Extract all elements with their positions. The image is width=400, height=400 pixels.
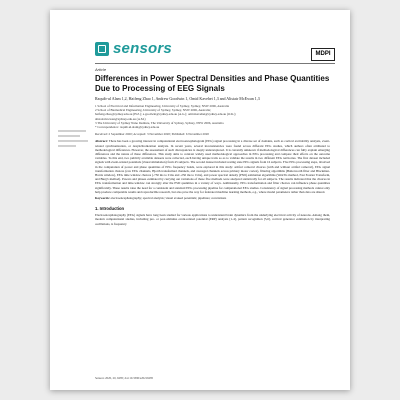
- correspondence-line: * Correspondence: raquib.ul.alam@sydney.edu.au: [95, 125, 160, 130]
- section-heading: 1. Introduction: [95, 206, 125, 212]
- article-type: Article: [95, 67, 107, 72]
- abstract-text: There has been a growing interest in computational electroencephalogram (EEG) signal processing in a diverse set of domains, such as cortical excitability analysis, event-related synchronization, or desynchronization analysis. In recent years, several inconsistencies were found across different EEG studies, which authors often attributed to methodological differences. However, the assessment of such discrepancies is deeply underexplored. It is currently unknown if methodological differences can fully explain emerging differences and the nature of these differences. This study aims to contrast widely used methodological approaches in EEG processing and compare their effects on the outcome variables. To this end, two publicly available datasets were collected, each having unique traits so as to validate the results in two different EEG territories. The first dataset included signals with event-related potentials (visual stimulation) from 45 subjects. The second dataset included resting state EEG signals from 16 subjects. Five EEG processing steps, involved in the computation of power and phase quantities of EEG frequency bands, were explored in this study: artifact removal choices (with and without artifact removal), EEG signal transformation choices (raw EEG channels, Hjorth transformed channels, and averaged channels across primary motor cortex), filtering algorithms (Butterworth filter and Blackman-Harris window), EEG time window choices (-750 ms to 0 ms and -250 ms to 0 ms), and power spectral density (PSD) estimation algorithms (Welch's method, Fast Fourier Transform, and Burg's method). Powers and phases estimated by carrying out variations of these five methods were analyzed statistically for all subjects. The results indicated that the choices in EEG transformation and time-window can strongly alter the PSD quantities in a variety of ways. Additionally, EEG transformation and filter choices can influence phase quantities significantly. These results raise the need for a consistent and standard EEG processing pipeline for computational EEG studies. Consistency of signal processing methods cannot only help produce comparable results and reproducible research, but also pave the way for federated machine learning methods, e.g., where model parameters rather than data are shared.: [95, 139, 330, 194]
- publication-dates: Received: 2 September 2020; Accepted: 3 November 2020; Published: 6 November 2020: [95, 132, 209, 137]
- header-rule: [95, 63, 335, 64]
- sidebar-mark: [58, 145, 76, 147]
- paper-page: [50, 10, 350, 390]
- affiliation-line: 1 School of Electrical and Information Engineering, University of Sydney, Sydney, NSW 2006, Australia: [95, 104, 229, 108]
- affiliation-line: haifeng.zhao@sydney.edu.au (H.Z.); a.goodwin@sydney.edu.au (A.G.); omid.kavehei@sydney.edu.au (O.K.);: [95, 112, 237, 117]
- paper-title: Differences in Power Spectral Densities and Phase Quantities Due to Processing of EEG Signals: [95, 74, 330, 93]
- affiliation-line: alistair.mcewan@sydney.edu.au (A.M.): [95, 116, 146, 121]
- publisher-logo: MDPI: [311, 48, 335, 61]
- affiliation-line: 3 The University of Sydney Nano Institute, The University of Sydney, Sydney, NSW 2006, Australia: [95, 120, 224, 125]
- affiliations: [95, 104, 330, 129]
- sidebar-mark: [58, 135, 80, 137]
- journal-name: sensors: [113, 40, 172, 57]
- journal-logo-icon: [95, 42, 109, 56]
- keywords-text: electroencephalography; spectral analysis; visual evoked potentials; pipelines; correlations: [110, 196, 227, 201]
- abstract-label: Abstract:: [95, 139, 108, 144]
- abstract: [95, 139, 330, 194]
- author-list: Raquib-ul Alam 1,2, Haifeng Zhao 1, Andrew Goodwin 1, Omid Kavehei 1,3 and Alistair McEwan 1,3: [95, 96, 260, 101]
- keywords: [95, 196, 330, 200]
- sidebar-mark: [58, 130, 86, 132]
- sidebar-marks: [58, 130, 92, 150]
- article-body: [95, 67, 330, 226]
- sidebar-mark: [58, 140, 88, 142]
- introduction-text: Electroencephalography (EEG) signals have long been studied for various applications to understand brain dynamics from the underlying electrical activity of neurons. Among them, modern computational studies, including pre- or post-stimulus event-related potential (ERP) analysis [1-4], pattern recognition [5,6], cortical generator estimation by interpreting oscillations, is frequency: [95, 213, 330, 226]
- affiliation-line: 2 School of Biomedical Engineering, University of Sydney, Sydney, NSW 2006, Australia;: [95, 108, 211, 113]
- journal-header: [95, 38, 335, 62]
- keywords-label: Keywords:: [95, 196, 110, 201]
- page-footer: Sensors 2020, 20, 6285; doi:10.3390/s20216285: [95, 376, 154, 380]
